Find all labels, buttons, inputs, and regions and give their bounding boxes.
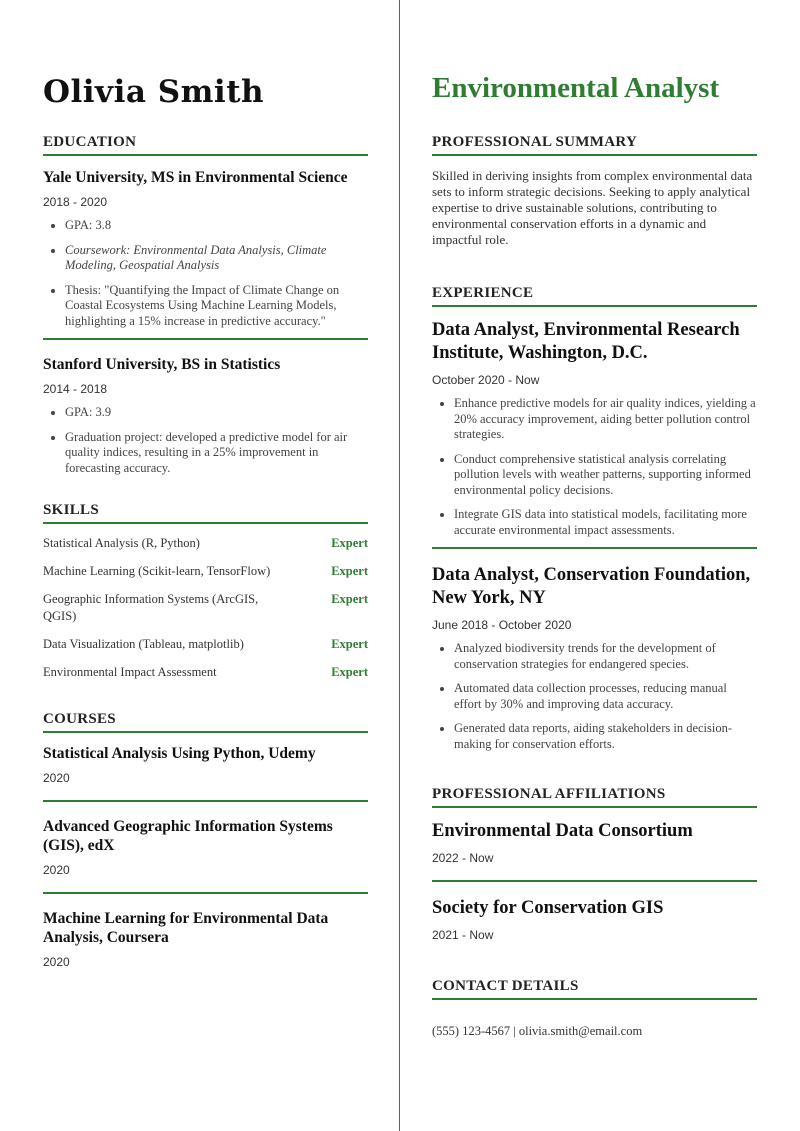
skill-row [43, 636, 368, 653]
bullet-item: • Graduation project: developed a predictive model for air quality indices, resulting in a 25% improvement in forecasting accuracy. [65, 430, 368, 477]
bullet-item: • Enhance predictive models for air quality indices, yielding a 20% accuracy improvement, aiding better pollution control strategies. [454, 396, 757, 443]
course-year: 2020 [43, 771, 70, 785]
bullet-item: • Coursework: Environmental Data Analysis, Climate Modeling, Geospatial Analysis [65, 243, 368, 274]
candidate-name: Olivia Smith [43, 74, 265, 110]
affiliation-title: Environmental Data Consortium [432, 821, 693, 841]
skill-name: Data Visualization (Tableau, matplotlib) [43, 637, 244, 651]
skill-level: Expert [331, 592, 368, 606]
course-title: Statistical Analysis Using Python, Udemy [43, 745, 316, 762]
education-entry [43, 355, 368, 476]
column-divider [399, 0, 400, 1131]
bullet-item: • GPA: 3.8 [65, 218, 368, 234]
course-year: 2020 [43, 863, 70, 877]
education-heading: EDUCATION [43, 134, 368, 156]
skill-row [43, 535, 368, 552]
affiliation-dates: 2021 - Now [432, 928, 494, 942]
entry-separator [43, 338, 368, 340]
experience-bullets [432, 641, 757, 752]
skills-heading: SKILLS [43, 502, 368, 524]
education-entry-title: Yale University, MS in Environmental Science [43, 169, 348, 186]
skills-list [43, 535, 368, 681]
courses-section [43, 711, 368, 969]
job-title-headline: Environmental Analyst [432, 72, 720, 104]
education-entry-dates: 2018 - 2020 [43, 195, 108, 209]
affiliation-entry [432, 820, 757, 865]
education-bullets [43, 218, 368, 329]
entry-separator [43, 892, 368, 894]
contact-section [432, 978, 757, 1039]
summary-section [432, 134, 757, 248]
courses-heading: COURSES [43, 711, 368, 733]
skill-name: Geographic Information Systems (ArcGIS, QGIS) [43, 592, 259, 623]
bullet-item: • Conduct comprehensive statistical analysis correlating pollution levels with weather patterns, supporting informed environmental policy decisions. [454, 452, 757, 499]
bullet-item: • Analyzed biodiversity trends for the development of conservation strategies for endangered species. [454, 641, 757, 672]
right-column [432, 70, 757, 1039]
course-year: 2020 [43, 955, 70, 969]
affiliation-title: Society for Conservation GIS [432, 898, 664, 918]
skill-level: Expert [331, 637, 368, 651]
education-section [43, 134, 368, 476]
bullet-item: • Thesis: "Quantifying the Impact of Climate Change on Coastal Ecosystems Using Machine Learning Models, highlighting a 15% increase in predictive accuracy." [65, 283, 368, 330]
bullet-item: • Automated data collection processes, reducing manual effort by 30% and improving data accuracy. [454, 681, 757, 712]
summary-heading: PROFESSIONAL SUMMARY [432, 134, 757, 156]
skill-name: Environmental Impact Assessment [43, 665, 217, 679]
entry-separator [43, 800, 368, 802]
entry-separator [432, 547, 757, 549]
skills-section [43, 502, 368, 681]
bullet-item: • Generated data reports, aiding stakeholders in decision-making for conservation efforts. [454, 721, 757, 752]
experience-heading: EXPERIENCE [432, 285, 757, 307]
experience-section [432, 285, 757, 752]
experience-entry [432, 319, 757, 538]
left-column [43, 74, 368, 969]
contact-heading: CONTACT DETAILS [432, 978, 757, 1000]
experience-entry-dates: October 2020 - Now [432, 373, 540, 387]
affiliations-section [432, 786, 757, 942]
skill-name: Statistical Analysis (R, Python) [43, 536, 200, 550]
education-entry-dates: 2014 - 2018 [43, 382, 108, 396]
skill-level: Expert [331, 536, 368, 550]
affiliations-heading: PROFESSIONAL AFFILIATIONS [432, 786, 757, 808]
experience-entry-title: Data Analyst, Conservation Foundation, New York, NY [432, 565, 751, 608]
skill-row [43, 591, 368, 625]
bullet-item: • GPA: 3.9 [65, 405, 368, 421]
course-entry [43, 817, 368, 877]
education-bullets [43, 405, 368, 476]
bullet-item: • Integrate GIS data into statistical models, facilitating more accurate environmental impact assessments. [454, 507, 757, 538]
skill-level: Expert [331, 564, 368, 578]
skill-row [43, 664, 368, 681]
course-title: Machine Learning for Environmental Data Analysis, Coursera [43, 910, 329, 946]
course-title: Advanced Geographic Information Systems (GIS), edX [43, 818, 333, 854]
entry-separator [432, 880, 757, 882]
course-entry [43, 744, 368, 785]
course-entry [43, 909, 368, 969]
education-entry-title: Stanford University, BS in Statistics [43, 356, 281, 373]
skill-row [43, 563, 368, 580]
experience-entry-title: Data Analyst, Environmental Research Institute, Washington, D.C. [432, 320, 740, 363]
experience-entry-dates: June 2018 - October 2020 [432, 618, 572, 632]
affiliation-dates: 2022 - Now [432, 851, 494, 865]
experience-entry [432, 564, 757, 752]
skill-level: Expert [331, 665, 368, 679]
affiliation-entry [432, 897, 757, 942]
contact-line: (555) 123-4567 | olivia.smith@email.com [432, 1024, 643, 1038]
experience-bullets [432, 396, 757, 538]
education-entry [43, 168, 368, 329]
summary-text: Skilled in deriving insights from complex environmental data sets to inform strategic decisions. Seeking to apply analytical expertise to drive sustainable solutions, contributing to environmental conservation efforts in a dynamic and impactful role. [432, 168, 753, 247]
skill-name: Machine Learning (Scikit-learn, TensorFlow) [43, 564, 271, 578]
